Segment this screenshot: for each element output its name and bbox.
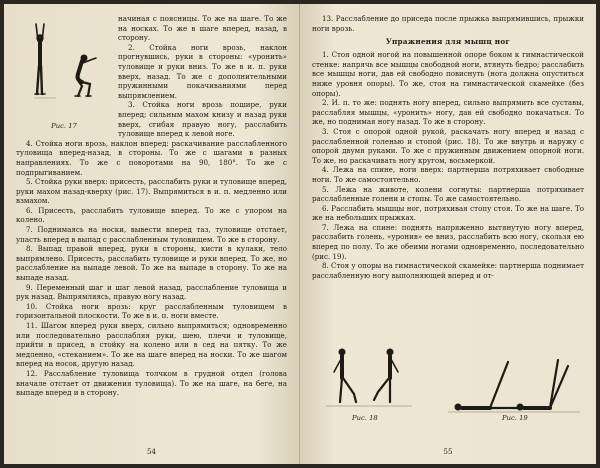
paragraph: 7. Поднимаясь на носки, вывести вперед таз, туловище отстает, упасть вперед в выпад с расслабленным туловищем. То же в сторону. — [16, 225, 287, 244]
book-spread — [4, 4, 596, 464]
figure-17-illustration — [16, 14, 112, 122]
paragraph: 8. Выпад правой вперед, руки в стороны, кисти в кулаки, тело выпрямлено. Присесть, расслабить туловище и руки вперед. То же, но расслабление на выпаде левой. То же на выпаде в сторону. То же на выпаде назад. — [16, 244, 287, 283]
figure-17-caption: Рис. 17 — [51, 122, 77, 130]
paragraph: 8. Стоя у опоры на гимнастической скамейке: партнерша поднимает расслабленную ногу выполняющей вперед и от- — [312, 261, 584, 280]
figures-18-19 — [312, 342, 584, 426]
paragraph: 4. Стойка ноги врозь, наклон вперед: раскачивание расслабленного туловища вперед-назад, в стороны. То же с шагами в разных направлениях. То же с поворотами на 90, 180°. То же с подпрыгиванием. — [16, 138, 287, 177]
paragraph: 5. Стойка руки вверх: присесть, расслабить руки и туловище вперед, руки махом назад-кверху (рис. 17). Выпрямиться в и. п. медленно или взмахом. — [16, 177, 287, 206]
page-number: 55 — [443, 448, 453, 456]
paragraph: 3. Стоя с опорой одной рукой, раскачать ногу вперед и назад с расслабленной голенью и стопой (рис. 18). То же внутрь и наружу с опорой двумя руками. То же с пружинным движением опорной ноги. То же, но раскачивать ногу кругом, восьмеркой. — [312, 126, 584, 165]
paragraph: 3. Стойка ноги врозь пошире, руки вперед; сильным махом книзу и назад руки вверх, сгибая правую ногу, расслабить туловище вперед к левой ноге. — [118, 100, 287, 139]
paragraph: 11. Шагом вперед руки вверх, сильно выпрямиться; одновременно или последовательно расслабляя руки, шею, плечи и туловище, прийти в присед, в стойку на колено или в сед на пятку. То же медленно, «стеканием». То же на шаге вперед на носки. То же шагом вперед на носок, другую назад. — [16, 321, 287, 369]
figure-17 — [16, 14, 112, 134]
figures-18-19-illustration — [312, 342, 584, 414]
right-page — [300, 4, 596, 464]
paragraph: 6. Расслабить мышцы ног, потряхивая стопу стоя. То же на шаге. То же на небольших прыжках. — [312, 203, 584, 223]
section-heading: Упражнения для мышц ног — [385, 37, 511, 47]
figure-18-caption: Рис. 18 — [352, 414, 378, 422]
paragraph: 1. Стоя одной ногой на повышенной опоре боком к гимнастической стенке: напрячь все мышцы свободной ноги, втянуть бедро; расслабить все мышцы ноги, дав ей свободно повиснуть (нога должна опуститься ниже уровня опоры). То же, стоя на гимнастической скамейке (без опоры). — [312, 50, 584, 98]
paragraph: 6. Присесть, расслабить туловище вперед. То же с упором на колено. — [16, 205, 287, 225]
paragraph: начиная с поясницы. То же на шаге. То же на носках. То же в шаге вперед, назад, в сторону. — [118, 14, 287, 43]
paragraph: 7. Лежа на спине: поднять напряженно вытянутую ногу вперед, расслабить голень, «уронив» ее вниз, расслабить всю ногу, скользя ею вперед по полу. То же обеими ногами одновременно, последовательно (рис. 19). — [312, 222, 584, 261]
page-number: 54 — [147, 448, 156, 456]
paragraph: 5. Лежа на животе, колени согнуты: партнерша потряхивает расслабленные голени и стопы. То же самостоятельно. — [312, 184, 584, 204]
paragraph: 12. Расслабление туловища толчком в грудной отдел (голова вначале отстает от движения туловища). То же на шаге, на беге, на выпаде вперед и в сторону. — [16, 368, 287, 398]
paragraph: 2. И. п. то же: поднять ногу вперед, сильно выпрямить все суставы, расслабляя мышцы, «уронить» ногу, дав ей свободно покачаться. То же, но поднимая ногу назад. То же в сторону. — [312, 98, 584, 127]
paragraph: 9. Переменный шаг и шаг левой назад, расслабление туловища и рук назад. Выпрямляясь, правую ногу назад. — [16, 282, 287, 302]
paragraph: 10. Стойка ноги врозь: круг расслабленным туловищем в горизонтальной плоскости. То же в и. п. ноги вместе. — [16, 301, 287, 321]
paragraph: 4. Лежа на спине, ноги вверх: партнерша потряхивает свободные ноги. То же самостоятельно. — [312, 165, 584, 184]
left-page — [4, 4, 300, 464]
figure-19-caption: Рис. 19 — [502, 414, 528, 422]
paragraph: 13. Расслабление до приседа после прыжка выпрямившись, прыжки ноги врозь. — [312, 14, 584, 33]
paragraph: 2. Стойка ноги врозь, наклон прогнувшись, руки в стороны: «уронить» туловище и руки вниз. То же в и. п. руки вверх, назад. То же с дополнительными пружинными покачиваниями перед выпрямлением. — [118, 42, 287, 100]
